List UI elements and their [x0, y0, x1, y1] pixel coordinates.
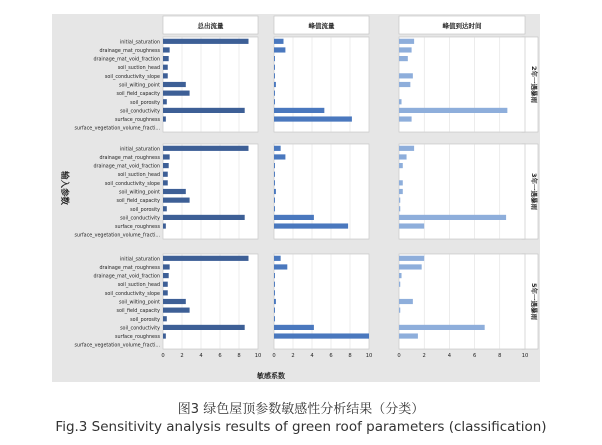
- x-tick-label: 6: [218, 353, 222, 359]
- category-tick-label: soil_conductivity_slope: [104, 74, 160, 80]
- bar: [399, 154, 407, 159]
- category-tick-label: surface_vegetation_volume_fracti...: [74, 126, 160, 132]
- bar: [274, 316, 275, 321]
- bar: [399, 163, 403, 168]
- bar: [399, 82, 410, 87]
- bar: [399, 39, 414, 44]
- bar: [399, 146, 414, 151]
- bar: [163, 316, 167, 321]
- bar: [163, 273, 169, 278]
- figure-caption-english: Fig.3 Sensitivity analysis results of green roof parameters (classification): [55, 419, 547, 435]
- x-tick-label: 6: [472, 353, 477, 359]
- category-tick-label: soil_conductivity: [120, 216, 160, 222]
- bar: [399, 223, 424, 228]
- bar: [163, 333, 166, 338]
- category-tick-label: soil_conductivity_slope: [104, 181, 160, 187]
- bar: [163, 172, 168, 177]
- bar: [399, 108, 507, 113]
- bar: [163, 116, 166, 121]
- y-axis-title: 输入参数: [59, 170, 69, 206]
- bar: [399, 215, 506, 220]
- plot-area: [399, 37, 525, 132]
- x-tick-label: 8: [498, 353, 502, 359]
- bar: [163, 223, 166, 228]
- column-header-label: 总出流量: [197, 22, 224, 30]
- bar: [163, 264, 170, 269]
- bar: [274, 91, 275, 96]
- bar: [399, 264, 422, 269]
- bar: [274, 73, 275, 78]
- x-tick-label: 0: [272, 353, 276, 359]
- category-tick-label: drainage_mat_void_fraction: [93, 274, 160, 280]
- bar: [399, 308, 400, 313]
- bar: [163, 163, 169, 168]
- bar: [274, 189, 276, 194]
- bar: [274, 154, 285, 159]
- bar: [274, 163, 275, 168]
- bar: [274, 47, 285, 52]
- bar: [399, 282, 400, 287]
- bar: [399, 256, 424, 261]
- category-tick-label: soil_conductivity: [120, 109, 160, 115]
- category-tick-label: soil_wilting_point: [118, 190, 160, 196]
- bar: [399, 273, 402, 278]
- bar: [274, 273, 275, 278]
- x-tick-label: 0: [397, 353, 401, 359]
- x-tick-label: 4: [447, 353, 452, 359]
- bar: [274, 325, 314, 330]
- category-tick-label: drainage_mat_roughness: [99, 265, 160, 271]
- bar: [399, 325, 485, 330]
- bar: [274, 116, 352, 121]
- bar: [163, 290, 168, 295]
- bar: [399, 116, 412, 121]
- bar: [399, 206, 400, 211]
- bar: [163, 47, 170, 52]
- category-tick-label: surface_vegetation_volume_fracti...: [74, 343, 160, 349]
- bar: [163, 82, 186, 87]
- category-tick-label: soil_porosity: [130, 207, 160, 213]
- x-tick-label: 10: [254, 353, 262, 359]
- bar: [163, 198, 190, 203]
- category-tick-label: initial_saturation: [119, 257, 160, 263]
- bar: [399, 99, 402, 104]
- category-tick-label: soil_wilting_point: [118, 83, 160, 89]
- x-tick-label: 10: [521, 353, 529, 359]
- bar: [274, 146, 281, 151]
- bar: [163, 299, 186, 304]
- bar: [274, 99, 275, 104]
- category-tick-label: soil_field_capacity: [116, 309, 160, 315]
- bar: [163, 108, 245, 113]
- column-header-label: 峰值流量: [308, 22, 335, 30]
- x-tick-label: 2: [422, 353, 426, 359]
- category-tick-label: soil_field_capacity: [116, 92, 160, 98]
- row-header-label: 3年一遇暴雨: [530, 172, 538, 211]
- bar: [274, 206, 275, 211]
- x-tick-label: 4: [199, 353, 203, 359]
- category-tick-label: drainage_mat_roughness: [99, 155, 160, 161]
- bar: [399, 198, 400, 203]
- x-tick-label: 0: [161, 353, 165, 359]
- bar: [274, 39, 284, 44]
- x-tick-label: 2: [291, 353, 295, 359]
- bar: [274, 256, 281, 261]
- category-tick-label: soil_field_capacity: [116, 199, 160, 205]
- category-tick-label: drainage_mat_void_fraction: [93, 164, 160, 170]
- bar: [274, 290, 275, 295]
- x-tick-label: 2: [180, 353, 184, 359]
- x-tick-label: 4: [310, 353, 314, 359]
- bar: [274, 82, 276, 87]
- category-tick-label: soil_conductivity: [120, 326, 160, 332]
- category-tick-label: surface_roughness: [114, 225, 160, 231]
- category-tick-label: initial_saturation: [119, 147, 160, 153]
- x-axis-title: 敏感系数: [257, 372, 285, 380]
- category-tick-label: drainage_mat_roughness: [99, 48, 160, 54]
- category-tick-label: soil_wilting_point: [118, 300, 160, 306]
- bar: [163, 65, 168, 70]
- category-tick-label: soil_porosity: [130, 100, 160, 106]
- bar: [274, 299, 276, 304]
- bar: [163, 189, 186, 194]
- category-tick-label: soil_conductivity_slope: [104, 291, 160, 297]
- category-tick-label: soil_suction_head: [117, 66, 160, 72]
- x-tick-label: 10: [365, 353, 373, 359]
- bar: [163, 91, 190, 96]
- bar: [163, 146, 249, 151]
- bar: [163, 256, 249, 261]
- bar: [274, 180, 275, 185]
- bar: [274, 223, 348, 228]
- bar: [274, 56, 275, 61]
- bar: [163, 325, 245, 330]
- bar: [274, 172, 275, 177]
- bar: [399, 73, 413, 78]
- bar: [163, 180, 168, 185]
- bar: [163, 206, 167, 211]
- bar: [399, 189, 403, 194]
- bar: [163, 154, 170, 159]
- category-tick-label: surface_vegetation_volume_fracti...: [74, 233, 160, 239]
- bar: [274, 65, 275, 70]
- bar: [274, 198, 275, 203]
- bar: [274, 108, 324, 113]
- column-header-label: 峰值到达时间: [442, 22, 482, 30]
- figure-caption-chinese: 图3 绿色屋顶参数敏感性分析结果（分类）: [177, 402, 425, 417]
- bar: [399, 56, 408, 61]
- category-tick-label: soil_suction_head: [117, 283, 160, 289]
- category-tick-label: surface_roughness: [114, 335, 160, 341]
- bar: [163, 282, 168, 287]
- x-tick-label: 6: [329, 353, 333, 359]
- bar: [163, 215, 245, 220]
- bar: [274, 264, 287, 269]
- bar: [163, 308, 190, 313]
- category-tick-label: soil_porosity: [130, 317, 160, 323]
- bar: [399, 180, 403, 185]
- bar: [163, 56, 169, 61]
- row-header-label: 2年一遇暴雨: [530, 65, 538, 104]
- bar: [163, 99, 167, 104]
- x-tick-label: 8: [237, 353, 241, 359]
- category-tick-label: drainage_mat_void_fraction: [93, 57, 160, 63]
- bar: [163, 73, 168, 78]
- row-header-label: 5年一遇暴雨: [530, 282, 538, 321]
- x-tick-label: 8: [348, 353, 352, 359]
- bar: [163, 39, 249, 44]
- category-tick-label: initial_saturation: [119, 40, 160, 46]
- bar: [274, 282, 275, 287]
- category-tick-label: surface_roughness: [114, 118, 160, 124]
- bar: [274, 308, 275, 313]
- bar: [274, 215, 314, 220]
- category-tick-label: soil_suction_head: [117, 173, 160, 179]
- bar: [399, 333, 418, 338]
- bar: [399, 47, 412, 52]
- bar: [399, 299, 413, 304]
- bar: [274, 333, 369, 338]
